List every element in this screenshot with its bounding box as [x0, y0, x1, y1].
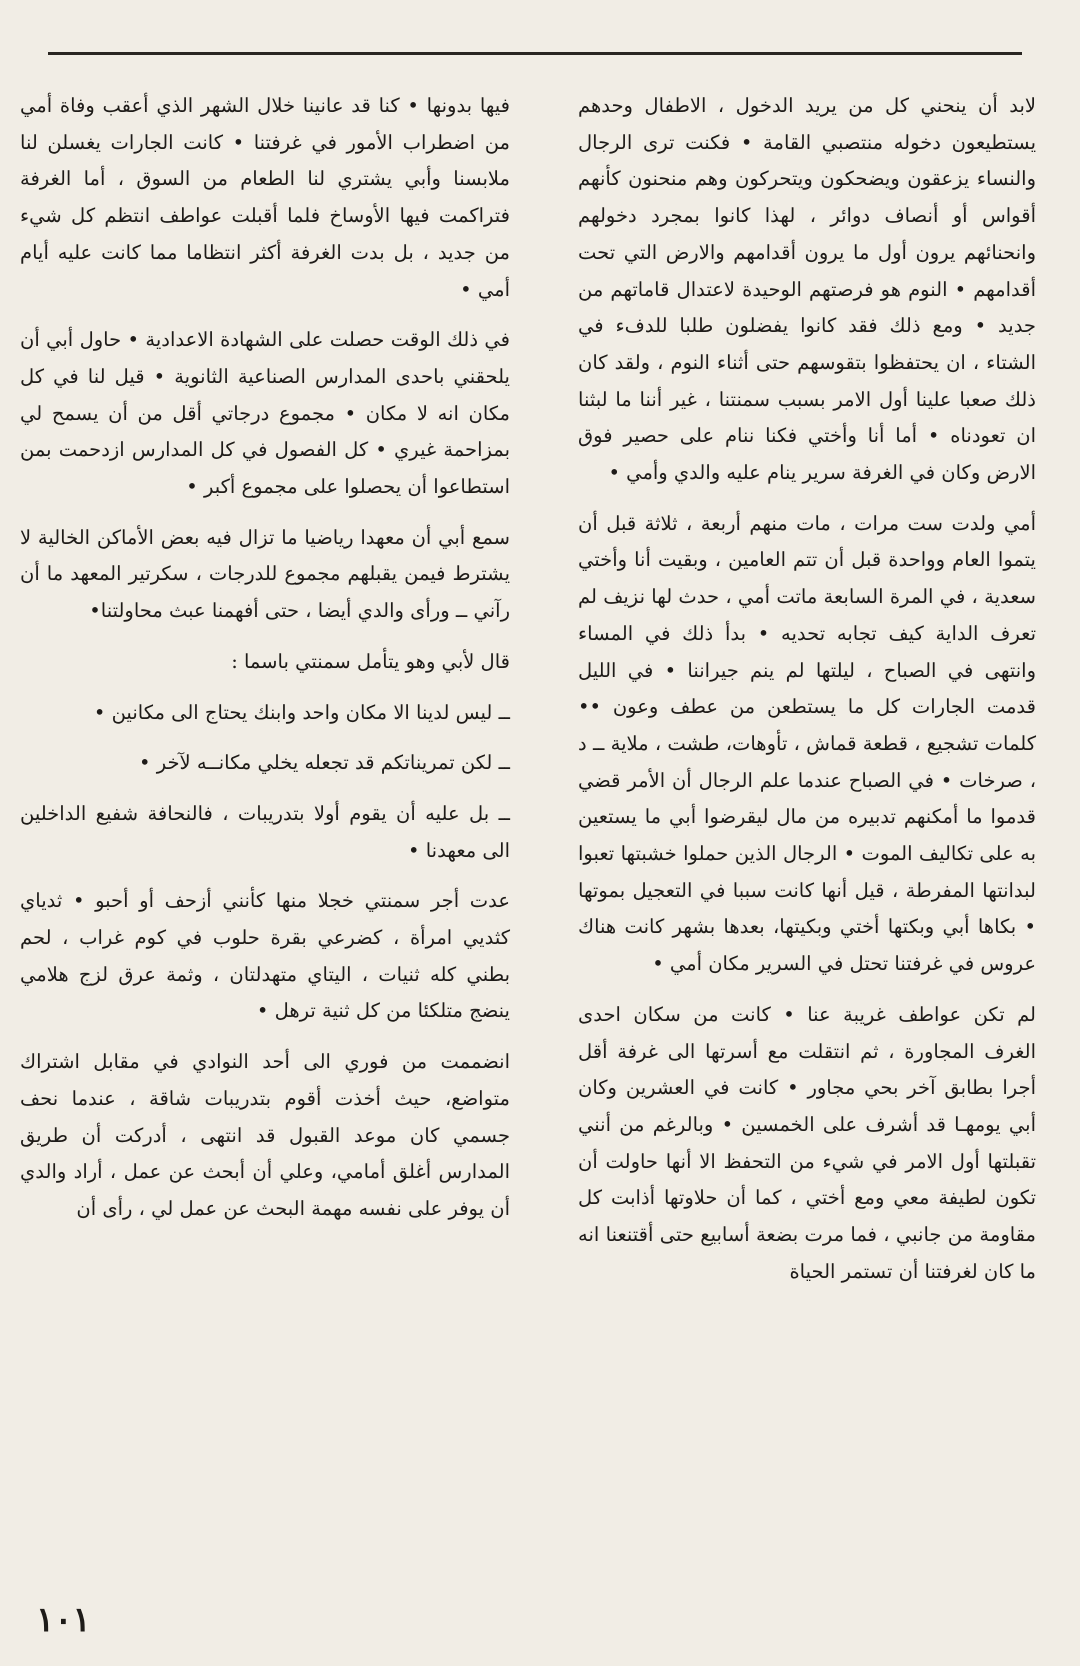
- top-rule: [48, 52, 1022, 55]
- paragraph: ــ بل عليه أن يقوم أولا بتدريبات ، فالنحافة شفيع الداخلين الى معهدنا •: [20, 801, 510, 862]
- paragraph: قال لأبي وهو يتأمل سمنتي باسما :: [231, 649, 510, 673]
- left-column: [20, 88, 510, 1596]
- paragraph: ــ ليس لدينا الا مكان واحد وابنك يحتاج الى مكانين •: [93, 700, 510, 724]
- paragraph: لم تكن عواطف غريبة عنا • كانت من سكان احدى الغرف المجاورة ، ثم انتقلت مع أسرتها الى غرفة أقل أجرا بطابق آخر بحي مجاور • كانت في العشرين وكان أبي يومهـا قد أشرف على الخمسين • وبالرغم من أنني تقبلتها أول الامر في شيء من التحفظ الا أنها حاولت أن تكون لطيفة معي ومع أختي ، كما أن حلاوتها أذابت كل مقاومة من جانبي ، فما مرت بضعة أسابيع حتى أقتنعنا انه ما كان لغرفتنا أن تستمر الحياة: [578, 1002, 1036, 1283]
- paragraph: أمي ولدت ست مرات ، مات منهم أربعة ، ثلاثة قبل أن يتموا العام وواحدة قبل أن تتم العامين ، وبقيت أنا وأختي سعدية ، في المرة السابعة ماتت أمي ، حدث لها نزيف لم تعرف الداية كيف تجابه تحديه • بدأ ذلك في المساء وانتهى في الصباح ، ليلتها لم ينم جيراننا • في الليل قدمت الجارات كل ما يستطعن من عطف وعون •• كلمات تشجيع ، قطعة قماش ، تأوهات، طشت ، ملاية ــ د ، صرخات • في الصباح عندما علم الرجال أن الأمر قضي قدموا ما أمكنهم تدبيره من مال ليقرضوا أبي ما يستعين به على تكاليف الموت • الرجال الذين حملوا خشبتها تعبوا لبدانتها المفرطة ، قيل أنها كانت سببا في التعجيل بموتها • بكاها أبي وبكتها أختي وبكيتها، بعدها بشهر كانت هناك عروس في غرفتنا تحتل في السرير مكان أمي •: [578, 511, 1036, 976]
- paragraph: لابد أن ينحني كل من يريد الدخول ، الاطفال وحدهم يستطيعون دخوله منتصبي القامة • فكنت ترى الرجال والنساء يزعقون ويضحكون ويتحركون وهم منحنون كأنهم أقواس أو أنصاف دوائر ، لهذا كانوا بمجرد دخولهم وانحنائهم يرون أول ما يرون أقدامهم والارض التي تحت أقدامهم • النوم هو فرصتهم الوحيدة لاعتدال قاماتهم من جديد • ومع ذلك فقد كانوا يفضلون طلبا للدفء في الشتاء ، ان يحتفظوا بتقوسهم حتى أثناء النوم ، ولقد كان ذلك صعبا علينا أول الامر بسبب سمنتنا ، غير أننا ما لبثنا ان تعودناه • أما أنا وأختي فكنا ننام على حصير فوق الارض وكان في الغرفة سرير ينام عليه والدي وأمي •: [578, 94, 1037, 485]
- paragraph: عدت أجر سمنتي خجلا منها كأنني أزحف أو أحبو • ثدياي كثديي امرأة ، كضرعي بقرة حلوب في كوم غراب ، لحم بطني كله ثنيات ، اليتاي متهدلتان ، وثمة عرق لزج هلامي ينضج متلكئا من كل ثنية ترهل •: [20, 889, 510, 1023]
- paragraph: فيها بدونها • كنا قد عانينا خلال الشهر الذي أعقب وفاة أمي من اضطراب الأمور في غرفتنا • كانت الجارات يغسلن لنا ملابسنا وأبي يشتري لنا الطعام من السوق ، أما الغرفة فتراكمت فيها الأوساخ فلما أقبلت عواطف انتظم كل شيء من جديد ، بل بدت الغرفة أكثر انتظاما مما كانت عليه أيام أمي •: [20, 94, 510, 301]
- paragraph: سمع أبي أن معهدا رياضيا ما تزال فيه بعض الأماكن الخالية لا يشترط فيمن يقبلهم مجموع للدرجات ، سكرتير المعهد ما أن رآني ــ ورأى والدي أيضا ، حتى أفهمنا عبث محاولتنا•: [20, 525, 510, 623]
- paragraph: في ذلك الوقت حصلت على الشهادة الاعدادية • حاول أبي أن يلحقني باحدى المدارس الصناعية الثانوية • قيل لنا في كل مكان انه لا مكان • مجموع درجاتي أقل من أن يسمح لي بمزاحمة غيري • كل الفصول في كل المدارس ازدحمت بمن استطاعوا أن يحصلوا على مجموع أكبر •: [20, 328, 510, 499]
- paragraph: ــ لكن تمريناتكم قد تجعله يخلي مكانــه لآخر •: [139, 751, 510, 775]
- right-column: [578, 88, 1036, 1596]
- page-number: ١٠١: [36, 1600, 91, 1640]
- paragraph: انضممت من فوري الى أحد النوادي في مقابل اشتراك متواضع، حيث أخذت أقوم بتدريبات شاقة ، عندما نحف جسمي كان موعد القبول قد انتهى ، أدركت أن طريق المدارس أغلق أمامي، وعلي أن أبحث عن عمل ، أراد والدي أن يوفر على نفسه مهمة البحث عن عمل لي ، رأى أن: [20, 1050, 510, 1220]
